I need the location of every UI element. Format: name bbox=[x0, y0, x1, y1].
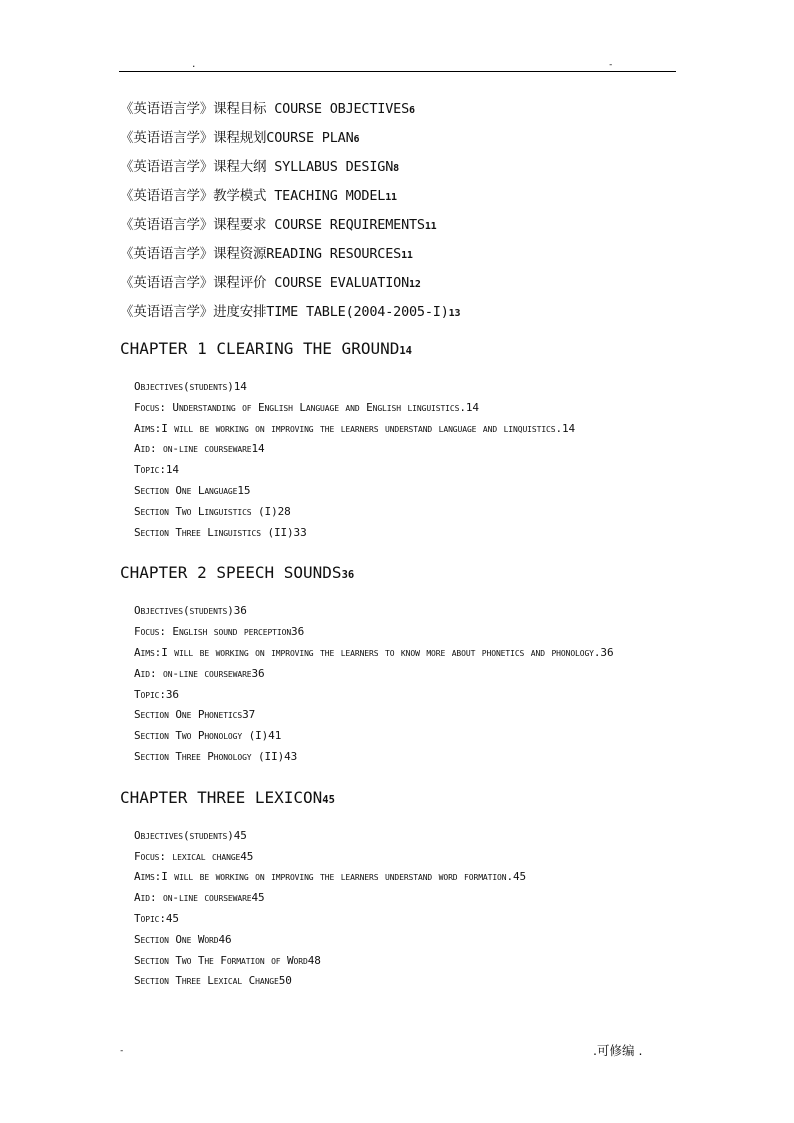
toc-entry[interactable]: Objectives(students)14 bbox=[134, 380, 247, 393]
toc-entry[interactable]: Objectives(students)45 bbox=[134, 828, 247, 842]
toc-entry[interactable]: Aid: on-line courseware45 bbox=[134, 891, 265, 905]
toc-entry[interactable]: Topic:14 bbox=[134, 463, 179, 477]
toc-section-objectives[interactable]: 《英语语言学》课程目标 COURSE OBJECTIVES6 bbox=[120, 101, 415, 117]
toc-entry[interactable]: Section Two Phonology (I)41 bbox=[134, 729, 282, 743]
toc-entry[interactable]: Objectives(students)36 bbox=[134, 604, 247, 618]
toc-entry[interactable]: Section Two The Formation of Word48 bbox=[134, 953, 321, 967]
toc-entry[interactable]: Topic:45 bbox=[134, 911, 179, 925]
toc-entry[interactable]: Aims:I will be working on improving the learners to know more about phonetics and phonology.36 bbox=[134, 645, 614, 659]
toc-entry[interactable]: Section Three Linguistics (II)33 bbox=[134, 525, 307, 539]
header-right-mark: - bbox=[608, 60, 614, 70]
toc-section-syllabus[interactable]: 《英语语言学》课程大纲 SYLLABUS DESIGN8 bbox=[120, 159, 399, 175]
toc-chapter-1[interactable]: CHAPTER 1 CLEARING THE GROUND14 bbox=[120, 339, 413, 358]
toc-section-resources[interactable]: 《英语语言学》课程资源READING RESOURCES11 bbox=[120, 246, 413, 262]
toc-entry[interactable]: Aims:I will be working on improving the learners understand word formation.45 bbox=[134, 870, 527, 884]
toc-chapter-2[interactable]: CHAPTER 2 SPEECH SOUNDS36 bbox=[120, 563, 355, 583]
toc-section-teaching-model[interactable]: 《英语语言学》教学模式 TEACHING MODEL11 bbox=[120, 188, 397, 204]
toc-entry[interactable]: Aims:I will be working on improving the learners understand language and linquistics.14 bbox=[134, 421, 576, 435]
footer-editable-note: .可修编 . bbox=[593, 1043, 643, 1058]
footer-left-mark: - bbox=[119, 1046, 125, 1056]
toc-entry[interactable]: Topic:36 bbox=[134, 687, 179, 701]
toc-entry[interactable]: Focus: Understanding of English Language and English linguistics.14 bbox=[134, 400, 479, 414]
toc-entry[interactable]: Focus: lexical change45 bbox=[134, 849, 254, 863]
toc-section-requirements[interactable]: 《英语语言学》课程要求 COURSE REQUIREMENTS11 bbox=[120, 217, 437, 233]
header-rule bbox=[119, 71, 676, 72]
toc-entry[interactable]: Aid: on-line courseware14 bbox=[134, 442, 265, 456]
toc-chapter-3[interactable]: CHAPTER THREE LEXICON45 bbox=[120, 787, 335, 807]
toc-entry[interactable]: Focus: English sound perception36 bbox=[134, 625, 305, 639]
toc-entry[interactable]: Section Three Phonology (II)43 bbox=[134, 749, 298, 763]
toc-entry[interactable]: Section Two Linguistics (I)28 bbox=[134, 504, 291, 518]
toc-entry[interactable]: Section Three Lexical Change50 bbox=[134, 974, 292, 988]
toc-entry[interactable]: Aid: on-line courseware36 bbox=[134, 666, 265, 680]
toc-entry[interactable]: Section One Phonetics37 bbox=[134, 708, 256, 722]
toc-section-evaluation[interactable]: 《英语语言学》课程评价 COURSE EVALUATION12 bbox=[120, 275, 421, 291]
table-of-contents bbox=[120, 95, 680, 992]
header-left-mark: . bbox=[191, 60, 197, 70]
toc-entry[interactable]: Section One Language15 bbox=[134, 483, 251, 497]
toc-section-timetable[interactable]: 《英语语言学》进度安排TIME TABLE(2004-2005-I)13 bbox=[120, 304, 461, 320]
toc-section-plan[interactable]: 《英语语言学》课程规划COURSE PLAN6 bbox=[120, 130, 360, 146]
toc-entry[interactable]: Section One Word46 bbox=[134, 932, 232, 946]
